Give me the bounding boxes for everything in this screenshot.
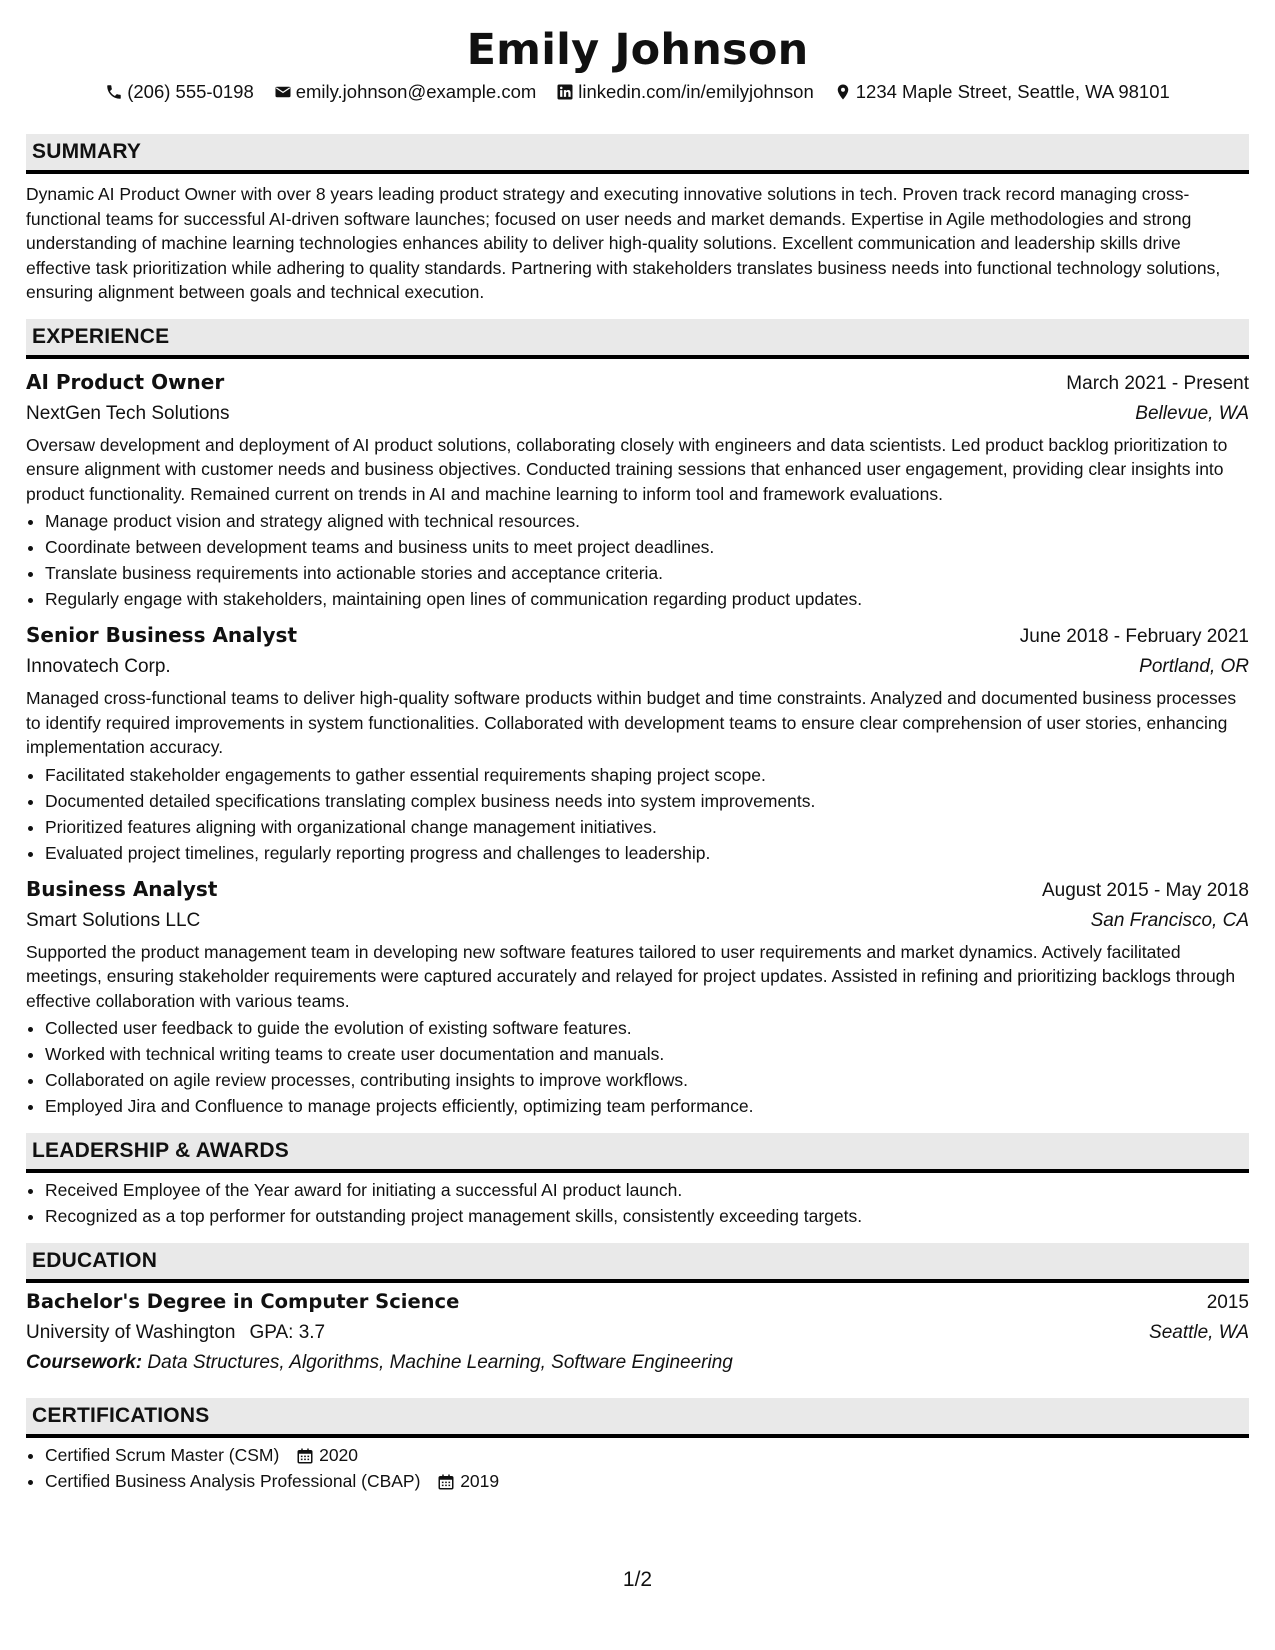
job-description: Supported the product management team in developing new software features tailored to user requirements and market dynamics. Actively facilitated meetings, ensuring stakeholder requirements were captured accurately and relayed for project updates. Assisted in refining and prioritizing backlogs through effective collaboration with various teams. — [26, 941, 1236, 1011]
certification-year: 2020 — [319, 1445, 359, 1465]
certification-name: Certified Business Analysis Professional (CBAP) — [45, 1471, 421, 1491]
job-dates: June 2018 - February 2021 — [1019, 626, 1249, 647]
list-item: • Coordinate between development teams and business units to meet project deadlines. — [45, 534, 1249, 560]
school-info — [26, 1318, 325, 1348]
phone-text[interactable]: (206) 555-0198 — [127, 81, 254, 102]
contact-phone — [105, 80, 254, 104]
section-heading-education: EDUCATION — [26, 1243, 1249, 1283]
job-description: Oversaw development and deployment of AI product solutions, collaborating closely with engineers and data scientists. Led product backlog prioritization to ensure alignment with customer needs and business objectives. Conducted training sessions that enhanced user engagement, providing clear insights into product functionality. Remained current on trends in AI and machine learning to inform tool and framework evaluations. — [26, 434, 1228, 504]
coursework-list: Data Structures, Algorithms, Machine Learning, Software Engineering — [147, 1352, 733, 1373]
list-item — [45, 1468, 1249, 1494]
job-entry — [26, 874, 1249, 1120]
job-location: Portland, OR — [1139, 656, 1249, 677]
phone-icon — [105, 83, 123, 101]
job-location: Bellevue, WA — [1135, 402, 1249, 424]
list-item: • Employed Jira and Confluence to manage projects efficiently, optimizing team performance. — [45, 1093, 1249, 1119]
email-text[interactable]: emily.johnson@example.com — [295, 81, 537, 102]
job-entry — [26, 367, 1249, 613]
awards-list — [26, 1177, 1249, 1229]
envelope-icon — [274, 83, 292, 101]
list-item: • Translate business requirements into actionable stories and acceptance criteria. — [45, 560, 1249, 586]
contact-email — [274, 80, 537, 104]
list-item: • Manage product vision and strategy aligned with technical resources. — [45, 508, 1249, 534]
linkedin-icon — [556, 83, 574, 101]
contact-bar — [26, 80, 1249, 104]
section-heading-summary: SUMMARY — [26, 134, 1249, 174]
education-section — [26, 1243, 1249, 1378]
resume-content — [26, 0, 1249, 1494]
list-item: • Prioritized features aligning with organizational change management initiatives. — [45, 814, 1249, 840]
experience-section — [26, 319, 1249, 1120]
summary-section — [26, 134, 1249, 305]
list-item — [45, 1442, 1249, 1468]
job-title: Senior Business Analyst — [26, 623, 298, 647]
job-entry — [26, 620, 1249, 866]
summary-text: Dynamic AI Product Owner with over 8 years leading product strategy and executing innovative solutions in tech. Proven track record managing cross-functional teams for successful AI-driven software launches; focused on user needs and market demands. Expertise in Agile methodologies and strong understanding of machine learning technologies enhances ability to deliver high-quality solutions. Excellent communication and leadership skills drive effective task prioritization while adhering to quality standards. Partnering with stakeholders translates business needs into functional technology solutions, ensuring alignment between goals and technical execution. — [26, 184, 1221, 302]
coursework — [26, 1348, 1249, 1378]
calendar-icon — [296, 1447, 314, 1465]
list-item: • Evaluated project timelines, regularly reporting progress and challenges to leadership. — [45, 840, 1249, 866]
page-number: 1/2 — [622, 1568, 653, 1591]
list-item: • Recognized as a top performer for outstanding project management skills, consistently exceeding targets. — [45, 1203, 1249, 1229]
section-heading-leadership: LEADERSHIP & AWARDS — [26, 1133, 1249, 1173]
candidate-name: Emily Johnson — [466, 25, 809, 75]
company-name: Smart Solutions LLC — [26, 909, 201, 931]
graduation-year: 2015 — [1206, 1292, 1249, 1313]
certifications-list — [26, 1442, 1249, 1494]
list-item: • Collected user feedback to guide the evolution of existing software features. — [45, 1015, 1249, 1041]
job-dates: March 2021 - Present — [1066, 372, 1249, 394]
job-bullets — [26, 1015, 1249, 1119]
certifications-section — [26, 1398, 1249, 1494]
address-text: 1234 Maple Street, Seattle, WA 98101 — [855, 81, 1170, 102]
job-bullets — [26, 508, 1249, 612]
job-dates: August 2015 - May 2018 — [1041, 879, 1249, 901]
certification-name: Certified Scrum Master (CSM) — [45, 1445, 280, 1465]
list-item: • Documented detailed specifications translating complex business needs into system improvements. — [45, 788, 1249, 814]
school-location: Seattle, WA — [1149, 1322, 1249, 1343]
job-bullets — [26, 762, 1249, 866]
linkedin-text[interactable]: linkedin.com/in/emilyjohnson — [578, 81, 814, 102]
list-item: • Collaborated on agile review processes, contributing insights to improve workflows. — [45, 1067, 1249, 1093]
list-item: • Regularly engage with stakeholders, maintaining open lines of communication regarding product updates. — [45, 586, 1249, 612]
company-name: Innovatech Corp. — [26, 656, 171, 677]
coursework-label: Coursework: — [26, 1352, 143, 1373]
company-name: NextGen Tech Solutions — [26, 402, 230, 424]
degree-title: Bachelor's Degree in Computer Science — [26, 1290, 460, 1313]
contact-linkedin — [556, 80, 813, 104]
section-heading-experience: EXPERIENCE — [26, 319, 1249, 359]
calendar-icon — [437, 1473, 455, 1491]
contact-address — [834, 80, 1170, 104]
job-title: AI Product Owner — [26, 369, 225, 394]
list-item: • Facilitated stakeholder engagements to gather essential requirements shaping project scope. — [45, 762, 1249, 788]
map-marker-icon — [834, 83, 852, 101]
job-location: San Francisco, CA — [1090, 909, 1249, 931]
school-name: University of Washington — [26, 1322, 236, 1343]
gpa: GPA: 3.7 — [249, 1322, 326, 1343]
job-title: Business Analyst — [26, 876, 218, 901]
list-item: • Received Employee of the Year award for initiating a successful AI product launch. — [45, 1177, 1249, 1203]
job-description: Managed cross-functional teams to deliver high-quality software products within budget and time constraints. Analyzed and documented business processes to identify required improvements in system functionalities. Collaborated with development teams to ensure clear comprehension of user stories, enhancing implementation accuracy. — [26, 688, 1237, 757]
certification-year: 2019 — [460, 1471, 500, 1491]
leadership-section — [26, 1133, 1249, 1229]
list-item: • Worked with technical writing teams to create user documentation and manuals. — [45, 1041, 1249, 1067]
section-heading-certifications: CERTIFICATIONS — [26, 1398, 1249, 1438]
